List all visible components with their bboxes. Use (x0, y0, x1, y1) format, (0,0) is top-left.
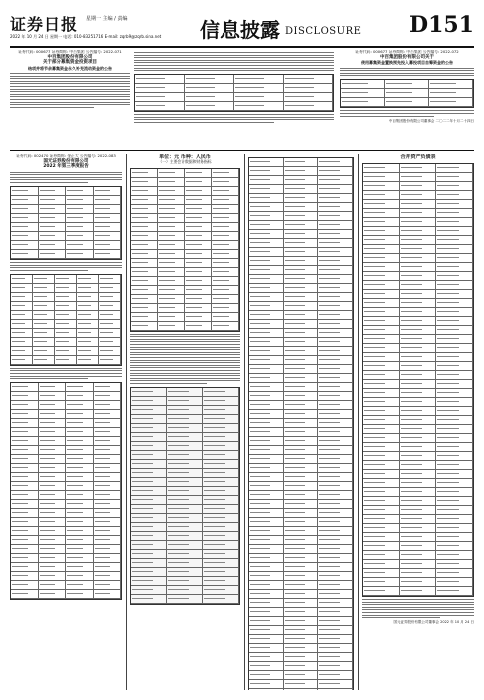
page-number: D151 (408, 12, 474, 38)
balance-sheet-table (248, 157, 354, 690)
article-title: 2022 年第三季度报告 (43, 164, 89, 170)
masthead-info-line: 2022 年 10 月 24 日 星期一 电话: 010-83251716 E-mail: zqrb9@zqrb.sina.net (10, 34, 162, 39)
data-table (340, 79, 474, 108)
article-top-center (134, 50, 334, 145)
newspaper-logo: 证券日报 (10, 15, 79, 34)
article-title: 使用募集资金置换预先投入募投项目自筹资金的公告 (361, 60, 453, 66)
balance-table (130, 387, 240, 605)
masthead-rule (10, 46, 474, 48)
section-title: 信息披露 (200, 18, 280, 42)
article-code-line: 证券代码: 000677 证券简称: 中百集团 公告编号: 2022-071 (18, 50, 122, 54)
article-company: 国元证券股份有限公司 (43, 158, 89, 164)
shareholder-table (10, 274, 122, 366)
section-title-english: DISCLOSURE (285, 26, 362, 37)
article-body (10, 73, 130, 108)
column-divider (358, 154, 359, 690)
masthead (10, 10, 474, 46)
article-balance-sheet-b (362, 154, 474, 690)
detail-table (10, 382, 122, 600)
article-company: 中百集团股份有限公司关于 (380, 54, 434, 60)
balance-sheet-table (362, 163, 474, 597)
article-title-2: 结项并将节余募集资金永久补充流动资金的公告 (28, 65, 112, 71)
table-title: 合并资产负债表 (400, 154, 436, 160)
article-balance-sheet-a (248, 154, 354, 690)
article-code-line: 证券代码: 002470 证券简称: 金正大 公告编号: 2022-083 (16, 154, 116, 158)
table-unit-label: 单位：元 币种：人民币 (159, 154, 211, 160)
table-subtitle: （一）主要会计数据和财务指标 (158, 159, 212, 164)
article-company: 中百集团股份有限公司 (47, 54, 93, 60)
key-metrics-table (130, 168, 240, 332)
financial-table (10, 186, 122, 260)
article-signoff: 国元证券股份有限公司董事会 2022 年 10 月 24 日 (393, 620, 474, 625)
article-title-1: 关于部分募集资金投资项目 (43, 60, 97, 66)
masthead-editor-line: 星期一 主编 / 责编 (86, 16, 128, 22)
column-divider (126, 154, 127, 690)
column-divider (244, 154, 245, 690)
article-top-left (10, 50, 130, 145)
data-table (134, 74, 334, 112)
band-rule (10, 150, 474, 151)
article-financial-data (130, 154, 240, 690)
article-quarterly-report (10, 154, 122, 690)
article-signoff: 中百集团股份有限公司董事会 二〇二二年十月二十四日 (388, 118, 474, 123)
article-code-line: 证券代码: 000677 证券简称: 中百集团 公告编号: 2022-072 (355, 50, 459, 54)
article-top-right (340, 50, 474, 145)
